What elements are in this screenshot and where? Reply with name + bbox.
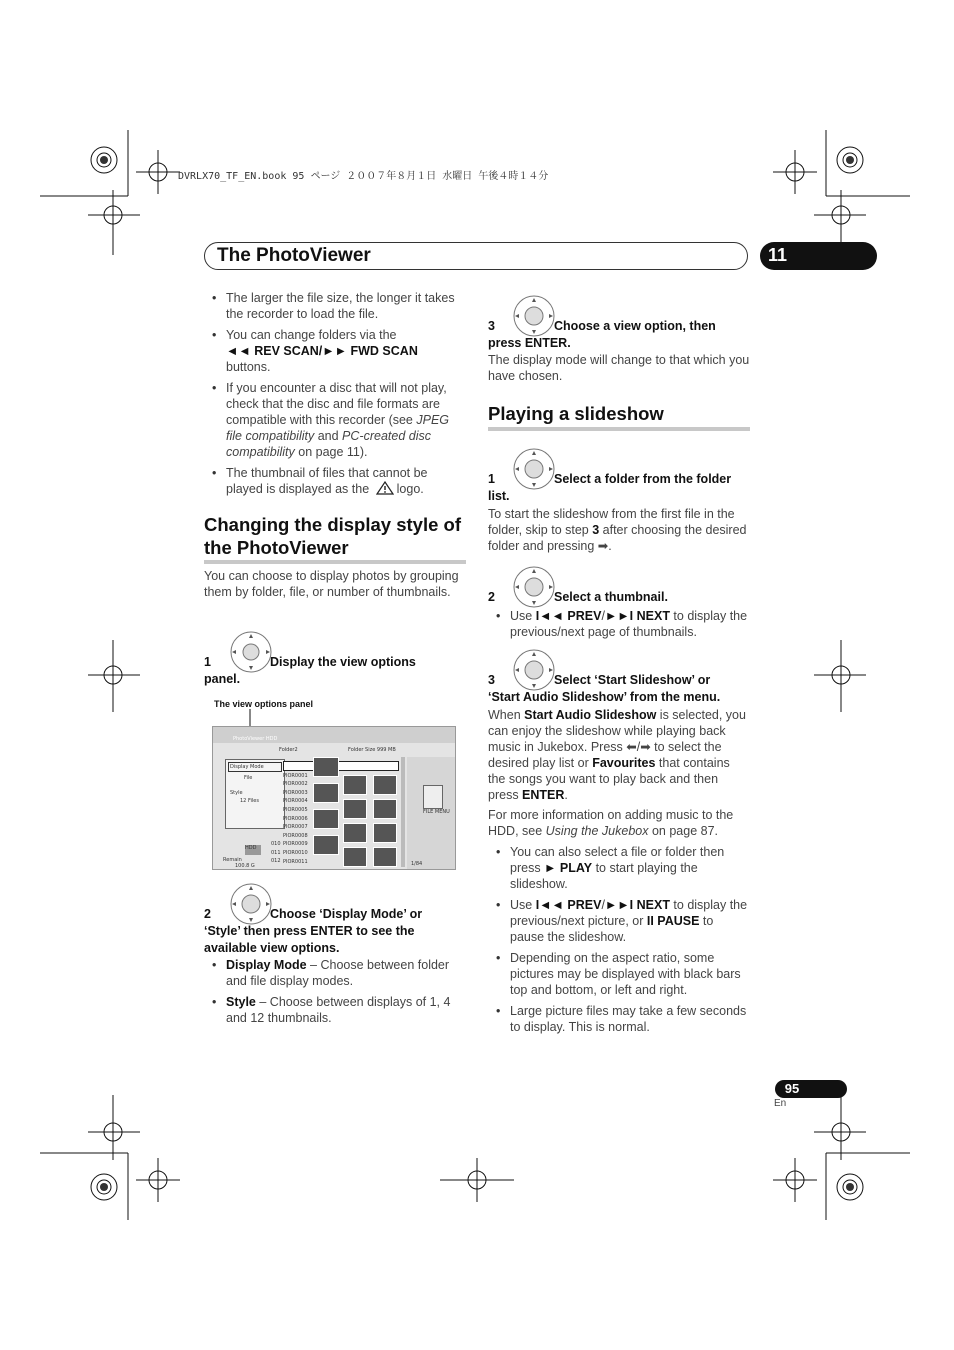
chapter-tab bbox=[760, 242, 877, 270]
heading-rule bbox=[204, 560, 466, 564]
list-item: • Style – Choose between displays of 1, 4 and 12 thumbnails. bbox=[204, 994, 466, 1026]
slideshow-step-1: 1 Select a folder from the folder list. bbox=[488, 472, 732, 503]
option-list bbox=[204, 957, 466, 1031]
list-item: • Use I◄◄ PREV/►►I NEXT to display the previous/next picture, or II PAUSE to pause the slideshow. bbox=[488, 897, 750, 945]
jukebox-reference: For more information on adding music to the HDD, see Using the Jukebox on page 87. bbox=[488, 808, 734, 838]
list-item: • Large picture files may take a few seconds to display. This is normal. bbox=[488, 1003, 750, 1035]
chapter-number: 11 bbox=[768, 245, 788, 265]
language-label: En bbox=[774, 1098, 787, 1109]
list-item[interactable]: PIOR0009 bbox=[283, 841, 308, 848]
step-3-body: The display mode will change to that which you have chosen. bbox=[488, 353, 750, 383]
list-item[interactable]: PIOR0005 bbox=[283, 806, 308, 813]
file-menu-label: FILE MENU bbox=[423, 809, 450, 815]
step-2-choose-mode: 2 Choose ‘Display Mode’ or ‘Style’ then press ENTER to see the available view options. bbox=[204, 907, 423, 955]
section-heading-slideshow: Playing a slideshow bbox=[488, 403, 664, 424]
left-bullets bbox=[204, 290, 466, 502]
folder-size: Folder Size 999 MB bbox=[348, 747, 396, 753]
menu-item-file[interactable]: File bbox=[244, 775, 253, 781]
list-item[interactable]: PIOR0008 bbox=[283, 832, 308, 839]
page-number: 95 bbox=[784, 1081, 800, 1096]
file-list bbox=[283, 763, 308, 866]
heading-rule bbox=[488, 427, 750, 431]
remain-value: 100.8 G bbox=[235, 863, 255, 869]
step-3-view-option: 3 Choose a view option, then press ENTER. bbox=[488, 319, 716, 350]
warning-icon bbox=[376, 481, 394, 495]
view-options-panel bbox=[212, 726, 456, 870]
list-item: • You can change folders via the ◄◄ REV SCAN/►► FWD SCAN buttons. bbox=[204, 327, 466, 375]
scrollbar[interactable] bbox=[401, 757, 405, 867]
list-item: • The larger the file size, the longer it takes the recorder to load the file. bbox=[204, 290, 466, 322]
hdd-label: HDD bbox=[245, 845, 257, 851]
index-list: 010 011 012 bbox=[271, 841, 281, 865]
step-1-display-options: 1 Display the view options panel. bbox=[204, 655, 416, 686]
page-number-tab bbox=[775, 1080, 847, 1098]
print-info: DVRLX70_TF_EN.book 95 ページ ２００７年８月１日 水曜日 午後４時１４分 bbox=[178, 171, 549, 182]
page-count: 1/84 bbox=[411, 861, 423, 867]
header-title: The PhotoViewer bbox=[217, 245, 371, 266]
slideshow-step-1-body: To start the slideshow from the first file in the folder, skip to step 3 after choosing the desired folder and pressing ➡. bbox=[488, 507, 747, 553]
file-menu-icon[interactable] bbox=[423, 785, 443, 809]
list-item: • Display Mode – Choose between folder and file display modes. bbox=[204, 957, 466, 989]
intro-text: You can choose to display photos by grouping them by folder, file, or number of thumbnails. bbox=[204, 569, 459, 599]
slideshow-step-2-bullets bbox=[488, 608, 750, 645]
list-item: • If you encounter a disc that will not play, check that the disc and file formats are compatible with this recorder (see JPEG file compatibility and PC-created disc compatibility on page 11). bbox=[204, 380, 466, 460]
list-item[interactable]: PIOR0004 bbox=[283, 798, 308, 805]
list-item[interactable]: PIOR0007 bbox=[283, 824, 308, 831]
list-item: • Depending on the aspect ratio, some pictures may be displayed with black bars top and bottom, or left and right. bbox=[488, 950, 750, 998]
slideshow-step-2: 2 Select a thumbnail. bbox=[488, 590, 668, 604]
panel-caption: The view options panel bbox=[214, 699, 314, 709]
remain-label: Remain bbox=[223, 857, 242, 863]
slideshow-notes bbox=[488, 844, 750, 1040]
menu-item-12-files[interactable]: 12 Files bbox=[240, 798, 259, 804]
section-heading-display-style: Changing the display style of the PhotoViewer bbox=[204, 514, 461, 558]
list-item[interactable]: PIOR0006 bbox=[283, 815, 308, 822]
list-item: • Use I◄◄ PREV/►►I NEXT to display the previous/next page of thumbnails. bbox=[488, 608, 750, 640]
menu-item-style[interactable]: Style bbox=[230, 790, 243, 796]
slideshow-step-3-body: When Start Audio Slideshow is selected, you can enjoy the slideshow while playing back music in Jukebox. Press ⬅/➡ to select the desired play list or Favourites that contains the songs you want to play back and then press ENTER. bbox=[488, 708, 746, 802]
list-item[interactable]: PIOR0010 bbox=[283, 849, 308, 856]
menu-item-display-mode[interactable]: Display Mode bbox=[228, 762, 282, 772]
page-header bbox=[204, 242, 748, 270]
folder-label: Folder2 bbox=[279, 747, 298, 753]
list-item[interactable]: PIOR0001 bbox=[283, 772, 308, 779]
list-item[interactable]: PIOR0002 bbox=[283, 781, 308, 788]
list-item: • You can also select a file or folder then press ► PLAY to start playing the slideshow. bbox=[488, 844, 750, 892]
list-item[interactable]: PIOR0003 bbox=[283, 789, 308, 796]
list-item: • The thumbnail of files that cannot be played is displayed as the logo. bbox=[204, 465, 466, 497]
list-item[interactable]: PIOR0011 bbox=[283, 858, 308, 865]
panel-title: PhotoViewer HDD bbox=[233, 736, 278, 742]
options-menu bbox=[225, 759, 285, 829]
slideshow-step-3: 3 Select ‘Start Slideshow’ or ‘Start Audio Slideshow’ from the menu. bbox=[488, 673, 721, 704]
